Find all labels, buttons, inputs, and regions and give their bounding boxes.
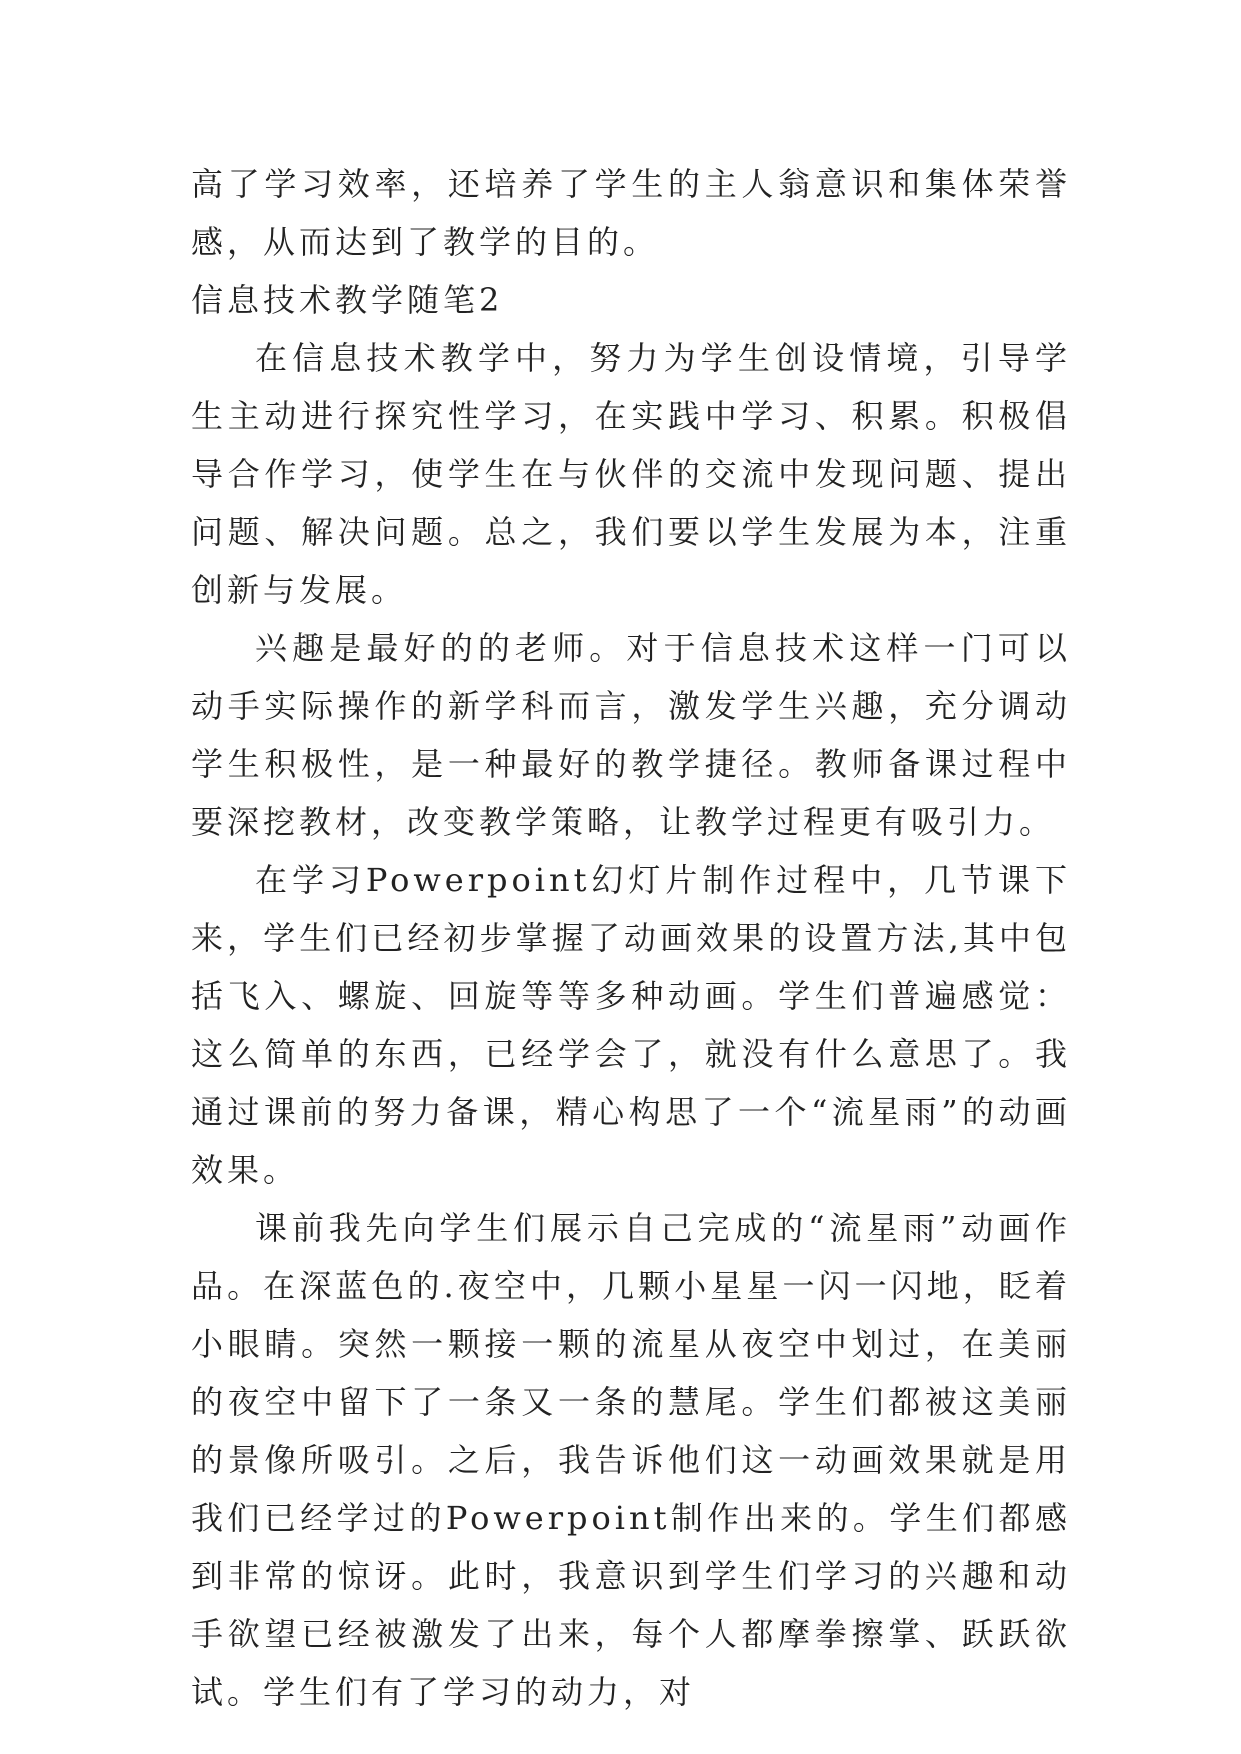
paragraph: 课前我先向学生们展示自己完成的“流星雨”动画作品。在深蓝色的.夜空中，几颗小星星一闪一闪地，眨着小眼睛。突然一颗接一颗的流星从夜空中划过，在美丽的夜空中留下了一条又一条的慧尾。学生们都被这美丽的景像所吸引。之后，我告诉他们这一动画效果就是用我们已经学过的Powerpoint制作出来的。学生们都感到非常的惊讶。此时，我意识到学生们学习的兴趣和动手欲望已经被激发了出来，每个人都摩拳擦掌、跃跃欲试。学生们有了学习的动力，对 bbox=[191, 1209, 1071, 1711]
paragraph: 在信息技术教学中，努力为学生创设情境，引导学生主动进行探究性学习，在实践中学习、积累。积极倡导合作学习，使学生在与伙伴的交流中发现问题、提出问题、解决问题。总之，我们要以学生发展为本，注重创新与发展。 bbox=[191, 339, 1071, 609]
paragraph: 兴趣是最好的的老师。对于信息技术这样一门可以动手实际操作的新学科而言，激发学生兴趣，充分调动学生积极性，是一种最好的教学捷径。教师备课过程中要深挖教材，改变教学策略，让教学过程更有吸引力。 bbox=[191, 629, 1071, 841]
paragraph-continuation: 高了学习效率，还培养了学生的主人翁意识和集体荣誉感，从而达到了教学的目的。 bbox=[191, 165, 1071, 261]
section-heading: 信息技术教学随笔2 bbox=[191, 281, 504, 319]
paragraph: 在学习Powerpoint幻灯片制作过程中，几节课下来，学生们已经初步掌握了动画效果的设置方法,其中包括飞入、螺旋、回旋等等多种动画。学生们普遍感觉：这么简单的东西，已经学会了，就没有什么意思了。我通过课前的努力备课，精心构思了一个“流星雨”的动画效果。 bbox=[191, 861, 1071, 1189]
document-body bbox=[191, 155, 1071, 1721]
